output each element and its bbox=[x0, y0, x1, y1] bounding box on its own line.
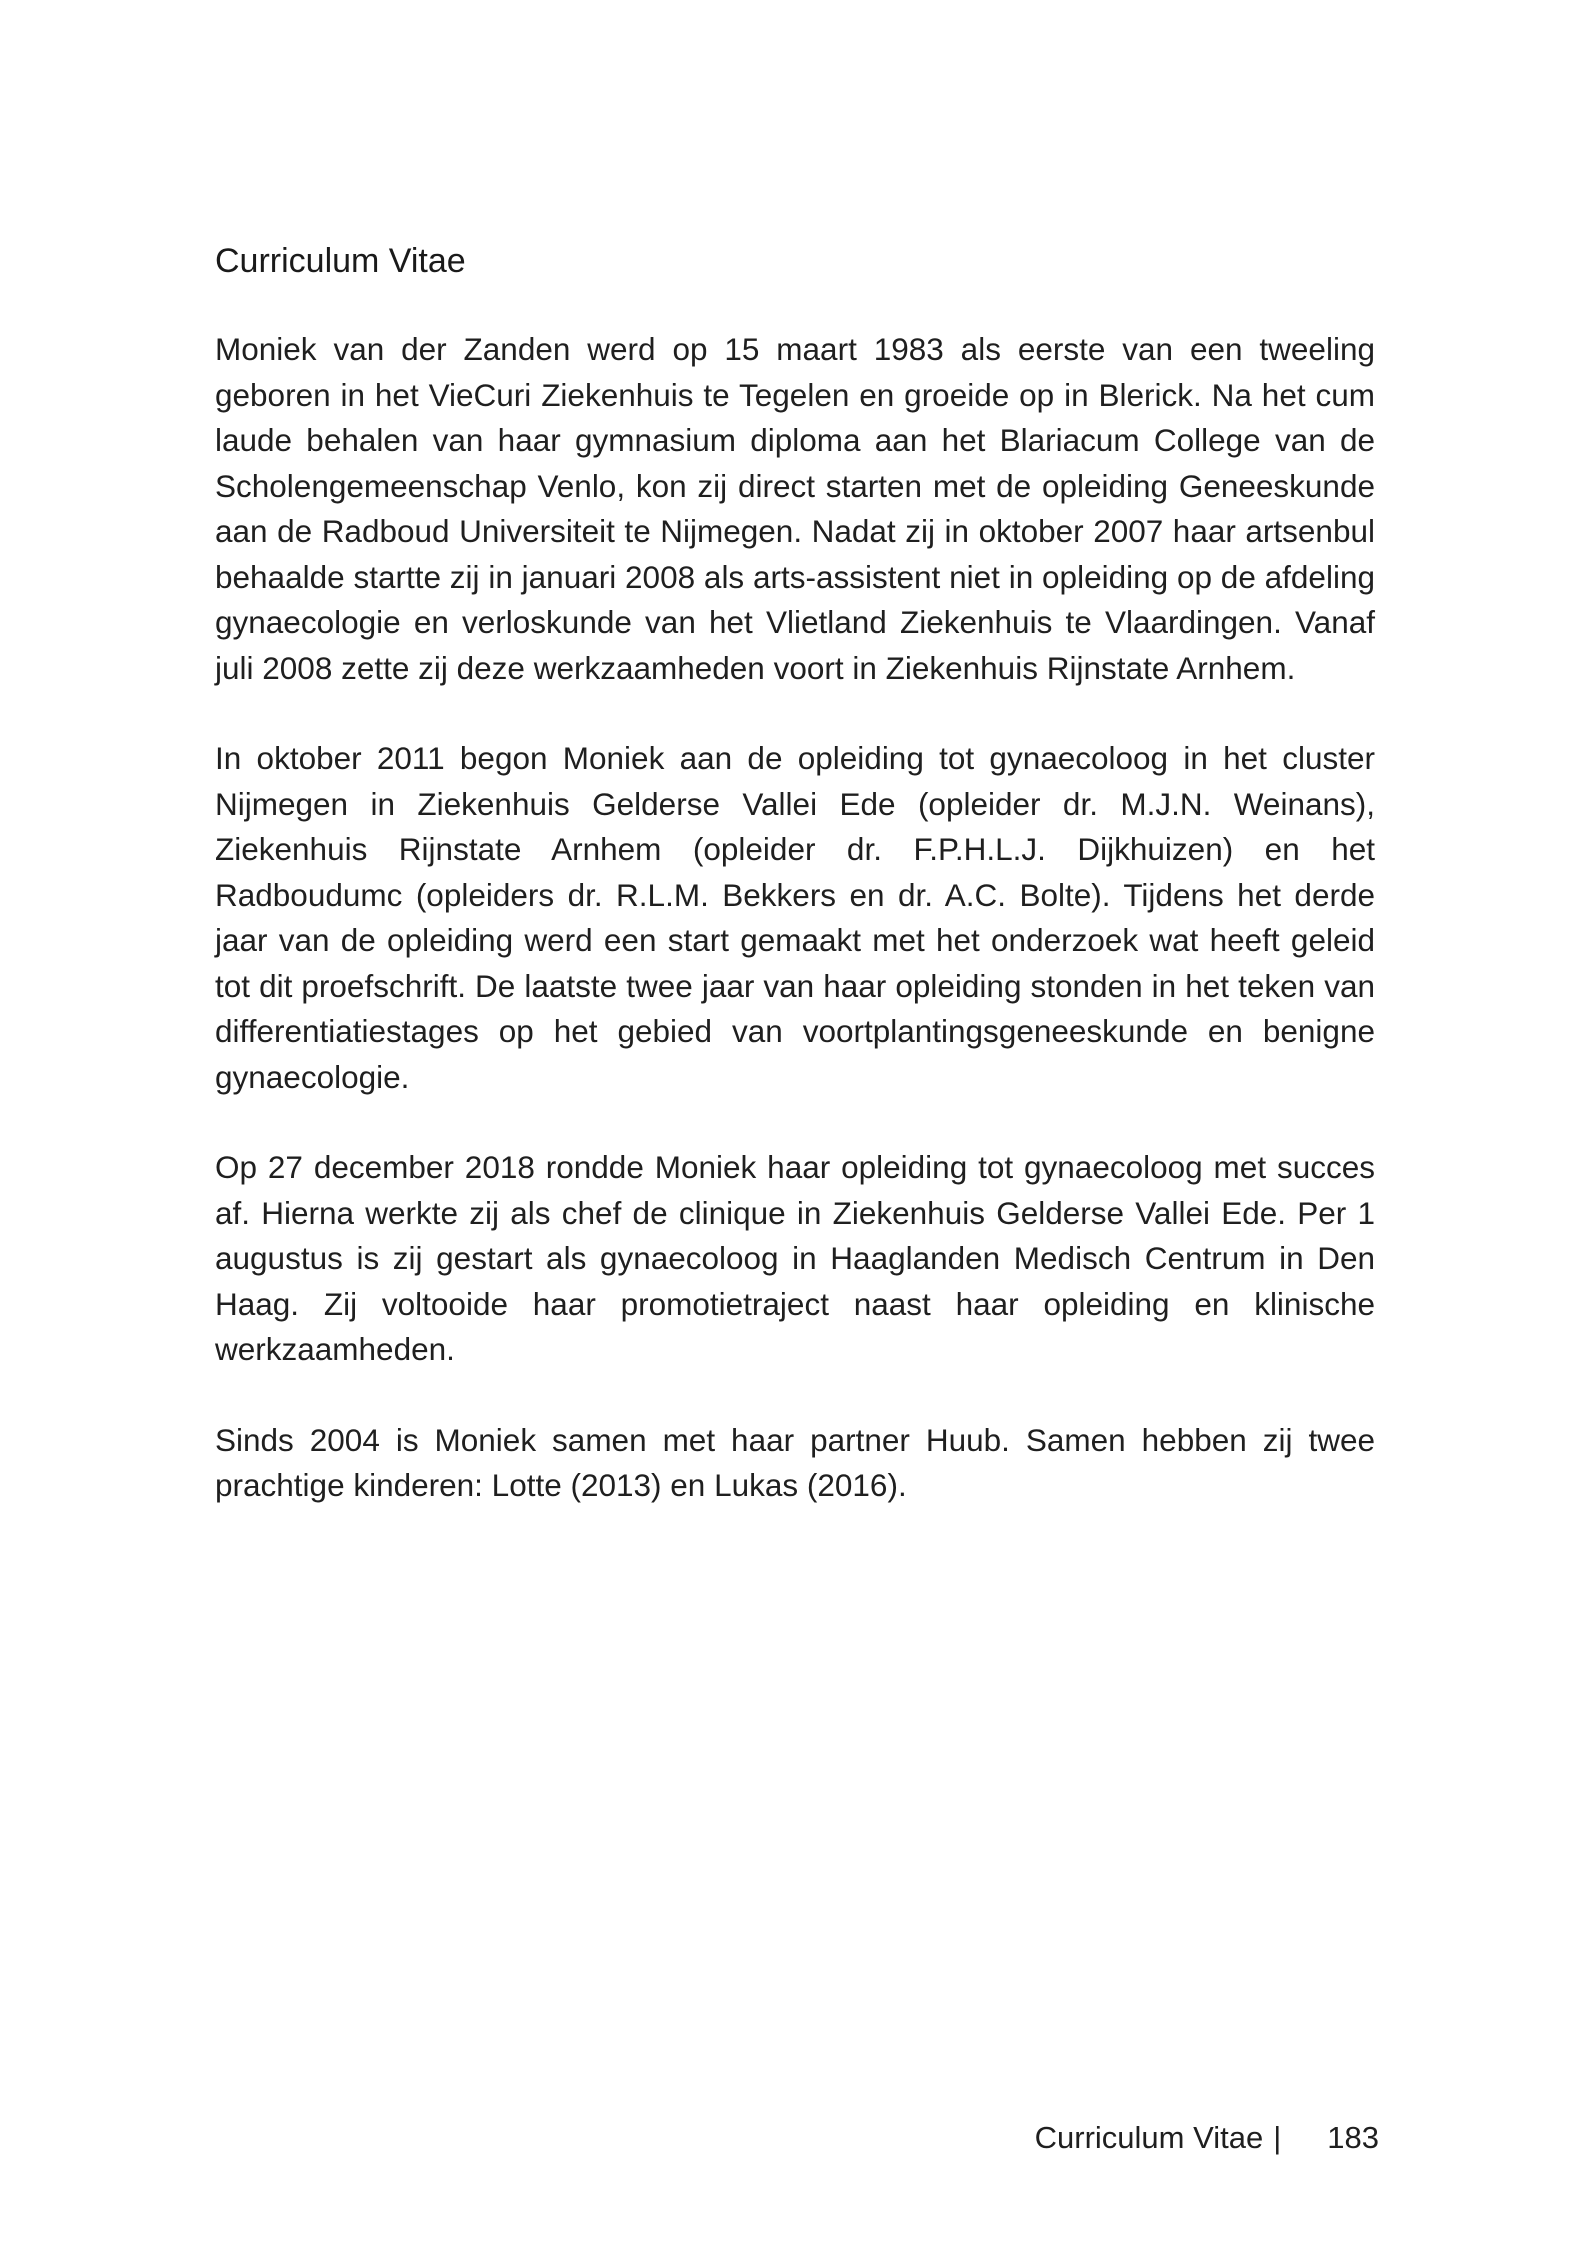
page-title: Curriculum Vitae bbox=[215, 242, 466, 280]
body-text bbox=[215, 327, 1375, 1554]
page-footer bbox=[1035, 2118, 1379, 2158]
paragraph-4: Sinds 2004 is Moniek samen met haar partner Huub. Samen hebben zij twee prachtige kinderen: Lotte (2013) en Lukas (2016). bbox=[215, 1421, 1375, 1503]
footer-section-title: Curriculum Vitae bbox=[1034, 2120, 1264, 2155]
page-number: 183 bbox=[1327, 2120, 1379, 2155]
footer-separator: | bbox=[1273, 2120, 1282, 2155]
paragraph-2: In oktober 2011 begon Moniek aan de opleiding tot gynaecoloog in het cluster Nijmegen in Ziekenhuis Gelderse Vallei Ede (opleider dr. M.J.N. Weinans), Ziekenhuis Rijnstate Arnhem (opleider dr. F.P.H.L.J. Dijkhuizen) en het Radboudumc (opleiders dr. R.L.M. Bekkers en dr. A.C. Bolte). Tijdens het derde jaar van de opleiding werd een start gemaakt met het onderzoek wat heeft geleid tot dit proefschrift. De laatste twee jaar van haar opleiding stonden in het teken van differentiatiestages op het gebied van voortplantingsgeneeskunde en benigne gynaecologie. bbox=[215, 740, 1375, 1095]
paragraph-3: Op 27 december 2018 rondde Moniek haar opleiding tot gynaecoloog met succes af. Hierna werkte zij als chef de clinique in Ziekenhuis Gelderse Vallei Ede. Per 1 augustus is zij gestart als gynaecoloog in Haaglanden Medisch Centrum in Den Haag. Zij voltooide haar promotietraject naast haar opleiding en klinische werkzaamheden. bbox=[215, 1149, 1375, 1367]
paragraph-1: Moniek van der Zanden werd op 15 maart 1983 als eerste van een tweeling geboren in het VieCuri Ziekenhuis te Tegelen en groeide op in Blerick. Na het cum laude behalen van haar gymnasium diploma aan het Blariacum College van de Scholengemeenschap Venlo, kon zij direct starten met de opleiding Geneeskunde aan de Radboud Universiteit te Nijmegen. Nadat zij in oktober 2007 haar artsenbul behaalde startte zij in januari 2008 als arts-assistent niet in opleiding op de afdeling gynaecologie en verloskunde van het Vlietland Ziekenhuis te Vlaardingen. Vanaf juli 2008 zette zij deze werkzaamheden voort in Ziekenhuis Rijnstate Arnhem. bbox=[215, 331, 1375, 686]
